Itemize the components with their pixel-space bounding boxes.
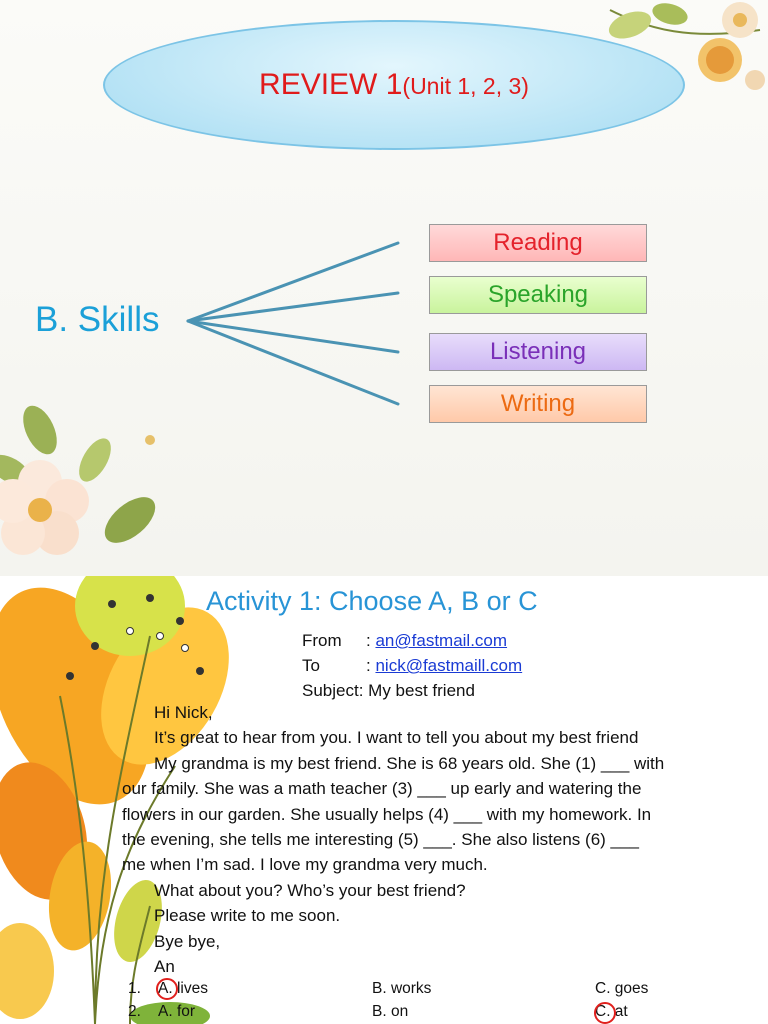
skill-speaking: Speaking [429,276,647,314]
letter-line: our family. She was a math teacher (3) ___ up early and watering the [122,779,642,799]
letter-line: flowers in our garden. She usually helps (4) ___ with my homework. In [122,804,652,824]
email-subject-label: Subject: [302,681,364,700]
email-from-label: From [302,631,342,650]
email-from-row [302,628,522,653]
letter-line: the evening, she tells me interesting (5) ___. She also listens (6) ___ [122,830,639,850]
review-title-main: REVIEW 1 [259,68,403,101]
letter-line: An [154,957,175,977]
email-separator: : [366,656,371,675]
answer-option-b[interactable]: B. on [372,1003,409,1020]
answer-number: 2. [128,1003,141,1020]
answer-row-2 [128,1003,758,1024]
skill-writing: Writing [429,385,647,423]
letter-body [122,700,762,979]
letter-line: me when I’m sad. I love my grandma very much. [122,855,488,875]
email-to-label: To [302,656,320,675]
answer-option-a[interactable]: A. lives [158,980,208,997]
answer-option-b[interactable]: B. works [372,980,432,997]
letter-line: It’s great to hear from you. I want to tell you about my best friend [154,728,639,748]
answer-option-c[interactable]: C. at [595,1003,628,1020]
letter-line: Please write to me soon. [154,906,341,926]
answer-option-a[interactable]: A. for [158,1003,196,1020]
email-from-link[interactable]: an@fastmail.com [375,631,508,650]
letter-line: What about you? Who’s your best friend? [154,880,466,900]
answer-row-1 [128,980,758,1003]
activity-title: Activity 1: Choose A, B or C [206,586,538,616]
skill-listening: Listening [429,333,647,371]
email-separator: : [366,631,371,650]
letter-line: Hi Nick, [154,703,213,722]
flower-decoration-bottom-icon [0,400,180,576]
email-subject-value: My best friend [368,681,475,700]
email-header [302,628,522,703]
selected-answer-circle [594,1002,616,1024]
letter-line: Bye bye, [154,931,221,951]
answer-number: 1. [128,980,141,997]
skills-heading: B. Skills [35,300,160,339]
answer-options [128,980,758,1024]
letter-line: My grandma is my best friend. She is 68 years old. She (1) ___ with [154,753,665,773]
review-title-units: (Unit 1, 2, 3) [402,73,529,99]
activity-slide [0,576,768,1024]
email-to-row [302,653,522,678]
selected-answer-circle [156,978,178,1000]
skill-reading: Reading [429,224,647,262]
email-to-link[interactable]: nick@fastmaill.com [375,656,523,675]
answer-option-c[interactable]: C. goes [595,980,649,997]
